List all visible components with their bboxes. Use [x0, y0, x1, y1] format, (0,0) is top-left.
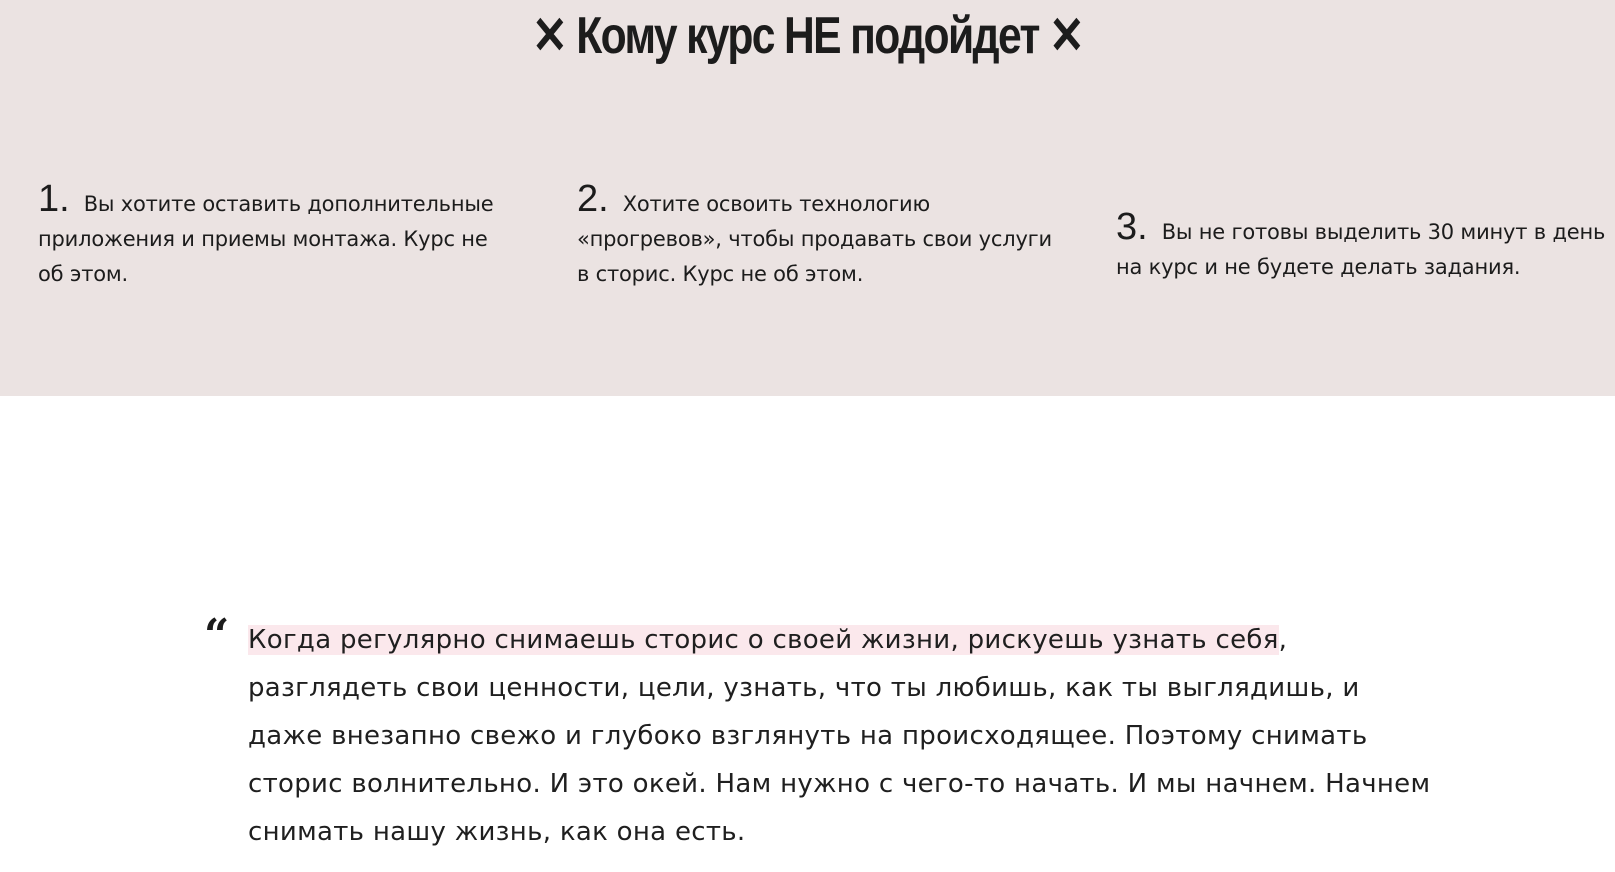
quote-rest: , разглядеть свои ценности, цели, узнать, что ты любишь, как ты выглядишь, и даже внезапно свежо и глубоко взглянуть на происходящее. Поэтому снимать сторис волнительно. И это окей. Нам нужно с чего-то начать. И мы начнем. Начнем снимать нашу жизнь, как она есть.: [248, 625, 1431, 847]
not-suitable-section: [0, 0, 1615, 396]
reason-text: Хотите освоить технологию «прогревов», чтобы продавать свои услуги в сторис. Курс не об этом.: [577, 192, 1052, 286]
quote-highlight: Когда регулярно снимаешь сторис о своей жизни, рискуешь узнать себя: [248, 625, 1279, 655]
reason-item-2: [577, 178, 1067, 292]
reason-number: 1.: [38, 178, 70, 220]
x-mark-icon: ✕: [531, 7, 567, 65]
reason-number: 3.: [1116, 206, 1148, 248]
reason-text: Вы не готовы выделить 30 минут в день на курс и не будете делать задания.: [1116, 220, 1606, 279]
quote-mark-icon: “: [204, 610, 230, 661]
section-title-text: Кому курс НЕ подойдет: [576, 7, 1039, 65]
section-title: [145, 0, 1469, 72]
x-mark-icon: ✕: [1048, 7, 1084, 65]
reason-text: Вы хотите оставить дополнительные приложения и приемы монтажа. Курс не об этом.: [38, 192, 494, 286]
reason-item-3: [1116, 206, 1606, 285]
reason-number: 2.: [577, 178, 609, 220]
quote-text: [248, 616, 1438, 856]
reason-item-1: [38, 178, 518, 292]
